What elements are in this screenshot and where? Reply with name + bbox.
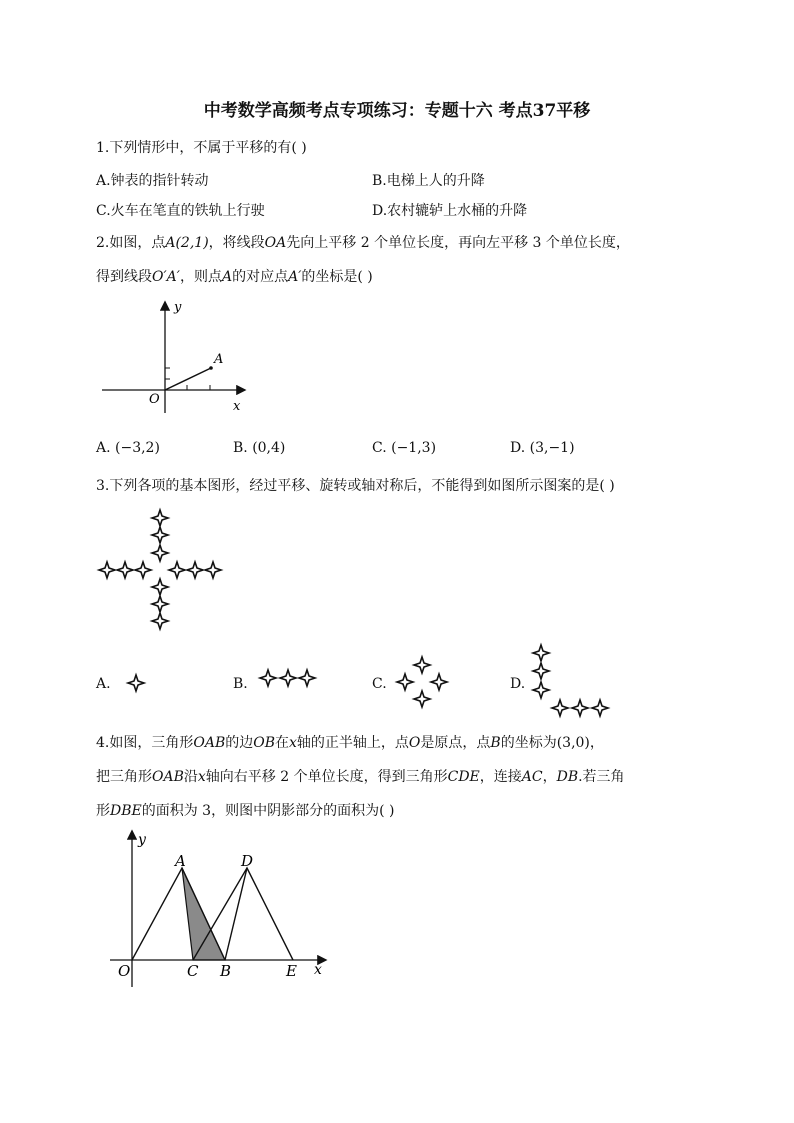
q4-text: 的边: [225, 735, 254, 751]
label-b: B: [220, 962, 232, 980]
x-axis-label: x: [314, 962, 322, 978]
q4-point-o: O: [408, 735, 421, 751]
q3-option-c-figure: [397, 657, 447, 707]
q2-text: 的坐标是( ): [301, 269, 373, 285]
segment-db: [225, 868, 247, 960]
q2-option-a[interactable]: A. (−3,2): [96, 440, 160, 456]
q4-text: 4.如图，三角形: [96, 735, 194, 751]
x-axis-label: x: [233, 399, 241, 414]
q3-pattern: [99, 510, 221, 629]
q3-option-c[interactable]: C.: [372, 676, 387, 692]
q2-text: 先向上平移 2 个单位长度，再向左平移 3 个单位长度，: [286, 235, 630, 251]
q4-text: 轴的正半轴上，点: [296, 735, 409, 751]
q4-stem-line1: [96, 732, 604, 752]
q3-option-b-figure: [260, 670, 315, 686]
q2-point-image: A′: [288, 269, 302, 285]
q4-segment-ac: AC: [521, 769, 543, 785]
q3-option-d[interactable]: D.: [510, 676, 526, 692]
q4-triangle-3: DBE: [110, 803, 142, 819]
q2-point-a: A(2,1): [165, 235, 209, 251]
q2-point: A: [221, 269, 233, 285]
q3-option-a-figure: [128, 675, 144, 691]
q4-figure: [100, 822, 340, 992]
point-a-label: A: [214, 352, 224, 367]
label-a: A: [175, 852, 186, 870]
label-e: E: [286, 962, 297, 980]
q4-text: 形: [96, 803, 110, 819]
label-c: C: [187, 962, 199, 980]
q4-text: 在: [275, 735, 290, 751]
q4-text: 轴向右平移 2 个单位长度，得到三角形: [205, 769, 448, 785]
q2-text: ，则点: [179, 269, 222, 285]
y-axis-label: y: [174, 300, 182, 315]
q4-side: OB: [253, 735, 276, 751]
q4-triangle-2: CDE: [447, 769, 480, 785]
label-d: D: [241, 852, 254, 870]
q4-text: 的面积为 3，则图中阴影部分的面积为( ): [141, 803, 395, 819]
q3-option-d-figure: [533, 645, 608, 716]
q2-option-d[interactable]: D. (3,−1): [510, 440, 575, 456]
q3-option-a[interactable]: A.: [96, 676, 111, 692]
q4-point-b: B: [490, 735, 501, 751]
q2-text: ，将线段: [208, 235, 265, 251]
q2-segment: OA: [264, 235, 287, 251]
q4-axis: x: [289, 735, 297, 751]
q1-stem: 1.下列情形中，不属于平移的有( ): [96, 140, 307, 156]
q1-option-b[interactable]: B.电梯上人的升降: [372, 173, 485, 189]
q1-option-c[interactable]: C.火车在笔直的铁轨上行驶: [96, 203, 265, 219]
q4-segment-db: DB: [556, 769, 579, 785]
q3-option-b[interactable]: B.: [233, 676, 248, 692]
q4-triangle: OAB: [193, 735, 226, 751]
q4-text: .若三角: [578, 769, 625, 785]
q1-option-a[interactable]: A.钟表的指针转动: [96, 173, 209, 189]
q4-text: 的坐标为(3,0)，: [500, 735, 604, 751]
q4-text: 把三角形: [96, 769, 152, 785]
q4-text: 沿: [183, 769, 198, 785]
page-title: 中考数学高频考点专项练习：专题十六 考点37平移: [203, 101, 591, 121]
q1-option-d[interactable]: D.农村辘轳上水桶的升降: [372, 203, 528, 219]
q2-segment-image: O′A′: [152, 269, 180, 285]
q2-option-c[interactable]: C. (−1,3): [372, 440, 437, 456]
q4-axis: x: [197, 769, 206, 785]
q4-triangle: OAB: [152, 769, 184, 785]
label-o: O: [118, 962, 131, 980]
q2-text: 的对应点: [232, 269, 289, 285]
origin-label: O: [149, 392, 160, 407]
q4-text: 是原点，点: [420, 735, 491, 751]
q2-text: 2.如图，点: [96, 235, 166, 251]
q4-stem-line3: [96, 800, 394, 820]
q3-stem: 3.下列各项的基本图形，经过平移、旋转或轴对称后，不能得到如图所示图案的是( ): [96, 478, 615, 494]
q4-text: ，: [542, 769, 557, 785]
q2-option-b[interactable]: B. (0,4): [233, 440, 286, 456]
q4-stem-line2: [96, 766, 625, 786]
y-axis-label: y: [138, 832, 146, 848]
q2-text: 得到线段: [96, 269, 152, 285]
q4-text: ，连接: [479, 769, 522, 785]
